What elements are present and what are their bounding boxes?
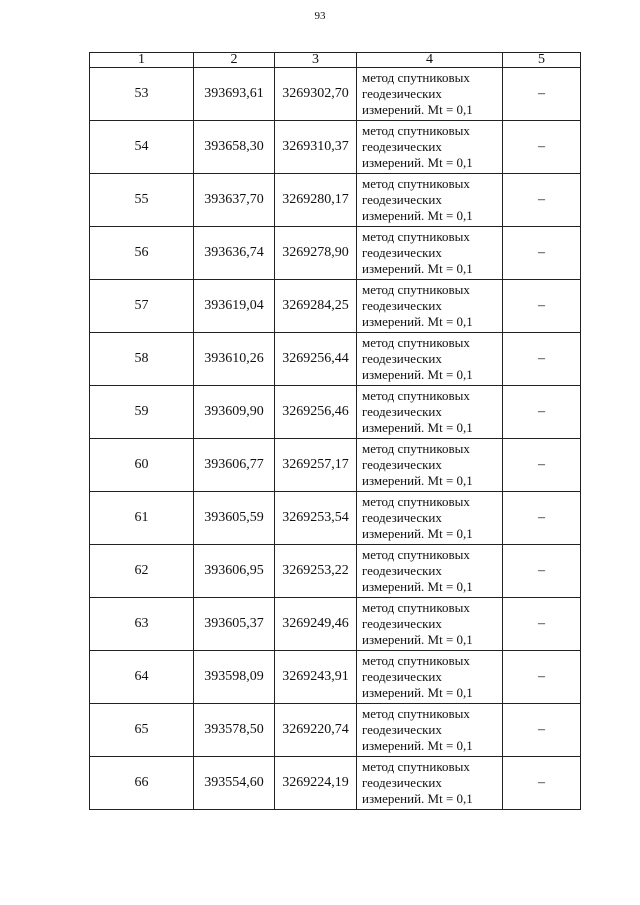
point-number-cell: 58: [90, 333, 194, 386]
method-line: измерений. Mt = 0,1: [362, 526, 473, 541]
point-number-cell: 53: [90, 68, 194, 121]
header-col-1: 1: [90, 53, 194, 68]
method-line: геодезических: [362, 298, 442, 313]
note-cell: –: [503, 121, 581, 174]
method-line: измерений. Mt = 0,1: [362, 261, 473, 276]
method-line: метод спутниковых: [362, 653, 470, 668]
method-line: измерений. Mt = 0,1: [362, 579, 473, 594]
method-cell: [357, 174, 503, 227]
note-cell: –: [503, 333, 581, 386]
x-coordinate-cell: 393605,59: [194, 492, 275, 545]
y-coordinate-cell: 3269302,70: [275, 68, 357, 121]
point-number-cell: 56: [90, 227, 194, 280]
method-line: измерений. Mt = 0,1: [362, 102, 473, 117]
method-line: измерений. Mt = 0,1: [362, 632, 473, 647]
method-cell: [357, 704, 503, 757]
method-line: измерений. Mt = 0,1: [362, 738, 473, 753]
method-line: геодезических: [362, 775, 442, 790]
coordinates-table: [89, 52, 581, 810]
y-coordinate-cell: 3269310,37: [275, 121, 357, 174]
method-line: измерений. Mt = 0,1: [362, 473, 473, 488]
table-row: [90, 651, 581, 704]
y-coordinate-cell: 3269224,19: [275, 757, 357, 810]
method-cell: [357, 121, 503, 174]
note-cell: –: [503, 68, 581, 121]
x-coordinate-cell: 393637,70: [194, 174, 275, 227]
method-line: измерений. Mt = 0,1: [362, 791, 473, 806]
method-line: геодезических: [362, 563, 442, 578]
point-number-cell: 61: [90, 492, 194, 545]
coordinates-table-container: [89, 52, 580, 810]
y-coordinate-cell: 3269220,74: [275, 704, 357, 757]
point-number-cell: 59: [90, 386, 194, 439]
page-number: 93: [314, 10, 326, 22]
method-line: геодезических: [362, 616, 442, 631]
method-line: геодезических: [362, 192, 442, 207]
x-coordinate-cell: 393693,61: [194, 68, 275, 121]
note-cell: –: [503, 386, 581, 439]
method-line: геодезических: [362, 245, 442, 260]
point-number-cell: 62: [90, 545, 194, 598]
table-header: [90, 53, 581, 68]
method-cell: [357, 68, 503, 121]
table-row: [90, 492, 581, 545]
x-coordinate-cell: 393636,74: [194, 227, 275, 280]
y-coordinate-cell: 3269249,46: [275, 598, 357, 651]
x-coordinate-cell: 393598,09: [194, 651, 275, 704]
table-row: [90, 174, 581, 227]
method-cell: [357, 280, 503, 333]
note-cell: –: [503, 598, 581, 651]
method-line: геодезических: [362, 669, 442, 684]
note-cell: –: [503, 174, 581, 227]
y-coordinate-cell: 3269253,54: [275, 492, 357, 545]
table-row: [90, 280, 581, 333]
header-col-5: 5: [503, 53, 581, 68]
method-line: измерений. Mt = 0,1: [362, 420, 473, 435]
y-coordinate-cell: 3269253,22: [275, 545, 357, 598]
y-coordinate-cell: 3269243,91: [275, 651, 357, 704]
note-cell: –: [503, 439, 581, 492]
header-row: [90, 53, 581, 68]
table-row: [90, 704, 581, 757]
note-cell: –: [503, 757, 581, 810]
method-line: метод спутниковых: [362, 759, 470, 774]
method-line: геодезических: [362, 457, 442, 472]
x-coordinate-cell: 393610,26: [194, 333, 275, 386]
y-coordinate-cell: 3269280,17: [275, 174, 357, 227]
method-line: метод спутниковых: [362, 229, 470, 244]
point-number-cell: 65: [90, 704, 194, 757]
note-cell: –: [503, 704, 581, 757]
point-number-cell: 60: [90, 439, 194, 492]
method-line: измерений. Mt = 0,1: [362, 367, 473, 382]
table-row: [90, 598, 581, 651]
note-cell: –: [503, 492, 581, 545]
method-cell: [357, 386, 503, 439]
method-line: геодезических: [362, 722, 442, 737]
note-cell: –: [503, 545, 581, 598]
method-line: метод спутниковых: [362, 388, 470, 403]
method-line: геодезических: [362, 510, 442, 525]
method-line: метод спутниковых: [362, 70, 470, 85]
method-line: измерений. Mt = 0,1: [362, 208, 473, 223]
x-coordinate-cell: 393578,50: [194, 704, 275, 757]
table-row: [90, 439, 581, 492]
point-number-cell: 66: [90, 757, 194, 810]
header-col-3: 3: [275, 53, 357, 68]
table-row: [90, 386, 581, 439]
table-row: [90, 757, 581, 810]
y-coordinate-cell: 3269257,17: [275, 439, 357, 492]
method-line: метод спутниковых: [362, 123, 470, 138]
method-line: метод спутниковых: [362, 282, 470, 297]
x-coordinate-cell: 393619,04: [194, 280, 275, 333]
table-row: [90, 121, 581, 174]
header-col-4: 4: [357, 53, 503, 68]
x-coordinate-cell: 393609,90: [194, 386, 275, 439]
header-col-2: 2: [194, 53, 275, 68]
method-line: метод спутниковых: [362, 335, 470, 350]
table-row: [90, 333, 581, 386]
method-line: измерений. Mt = 0,1: [362, 155, 473, 170]
method-cell: [357, 439, 503, 492]
x-coordinate-cell: 393606,77: [194, 439, 275, 492]
method-cell: [357, 545, 503, 598]
method-cell: [357, 492, 503, 545]
method-line: метод спутниковых: [362, 706, 470, 721]
method-line: геодезических: [362, 86, 442, 101]
method-line: метод спутниковых: [362, 547, 470, 562]
note-cell: –: [503, 651, 581, 704]
y-coordinate-cell: 3269284,25: [275, 280, 357, 333]
method-cell: [357, 333, 503, 386]
point-number-cell: 55: [90, 174, 194, 227]
method-line: геодезических: [362, 139, 442, 154]
y-coordinate-cell: 3269256,46: [275, 386, 357, 439]
x-coordinate-cell: 393606,95: [194, 545, 275, 598]
table-row: [90, 68, 581, 121]
method-line: геодезических: [362, 404, 442, 419]
table-row: [90, 545, 581, 598]
table-body: [90, 68, 581, 810]
point-number-cell: 54: [90, 121, 194, 174]
method-line: измерений. Mt = 0,1: [362, 314, 473, 329]
point-number-cell: 64: [90, 651, 194, 704]
y-coordinate-cell: 3269278,90: [275, 227, 357, 280]
method-cell: [357, 757, 503, 810]
x-coordinate-cell: 393658,30: [194, 121, 275, 174]
point-number-cell: 57: [90, 280, 194, 333]
method-line: геодезических: [362, 351, 442, 366]
y-coordinate-cell: 3269256,44: [275, 333, 357, 386]
method-line: метод спутниковых: [362, 441, 470, 456]
method-line: метод спутниковых: [362, 494, 470, 509]
x-coordinate-cell: 393605,37: [194, 598, 275, 651]
method-cell: [357, 651, 503, 704]
table-row: [90, 227, 581, 280]
method-line: метод спутниковых: [362, 600, 470, 615]
method-line: метод спутниковых: [362, 176, 470, 191]
method-cell: [357, 227, 503, 280]
x-coordinate-cell: 393554,60: [194, 757, 275, 810]
note-cell: –: [503, 227, 581, 280]
method-line: измерений. Mt = 0,1: [362, 685, 473, 700]
point-number-cell: 63: [90, 598, 194, 651]
method-cell: [357, 598, 503, 651]
note-cell: –: [503, 280, 581, 333]
